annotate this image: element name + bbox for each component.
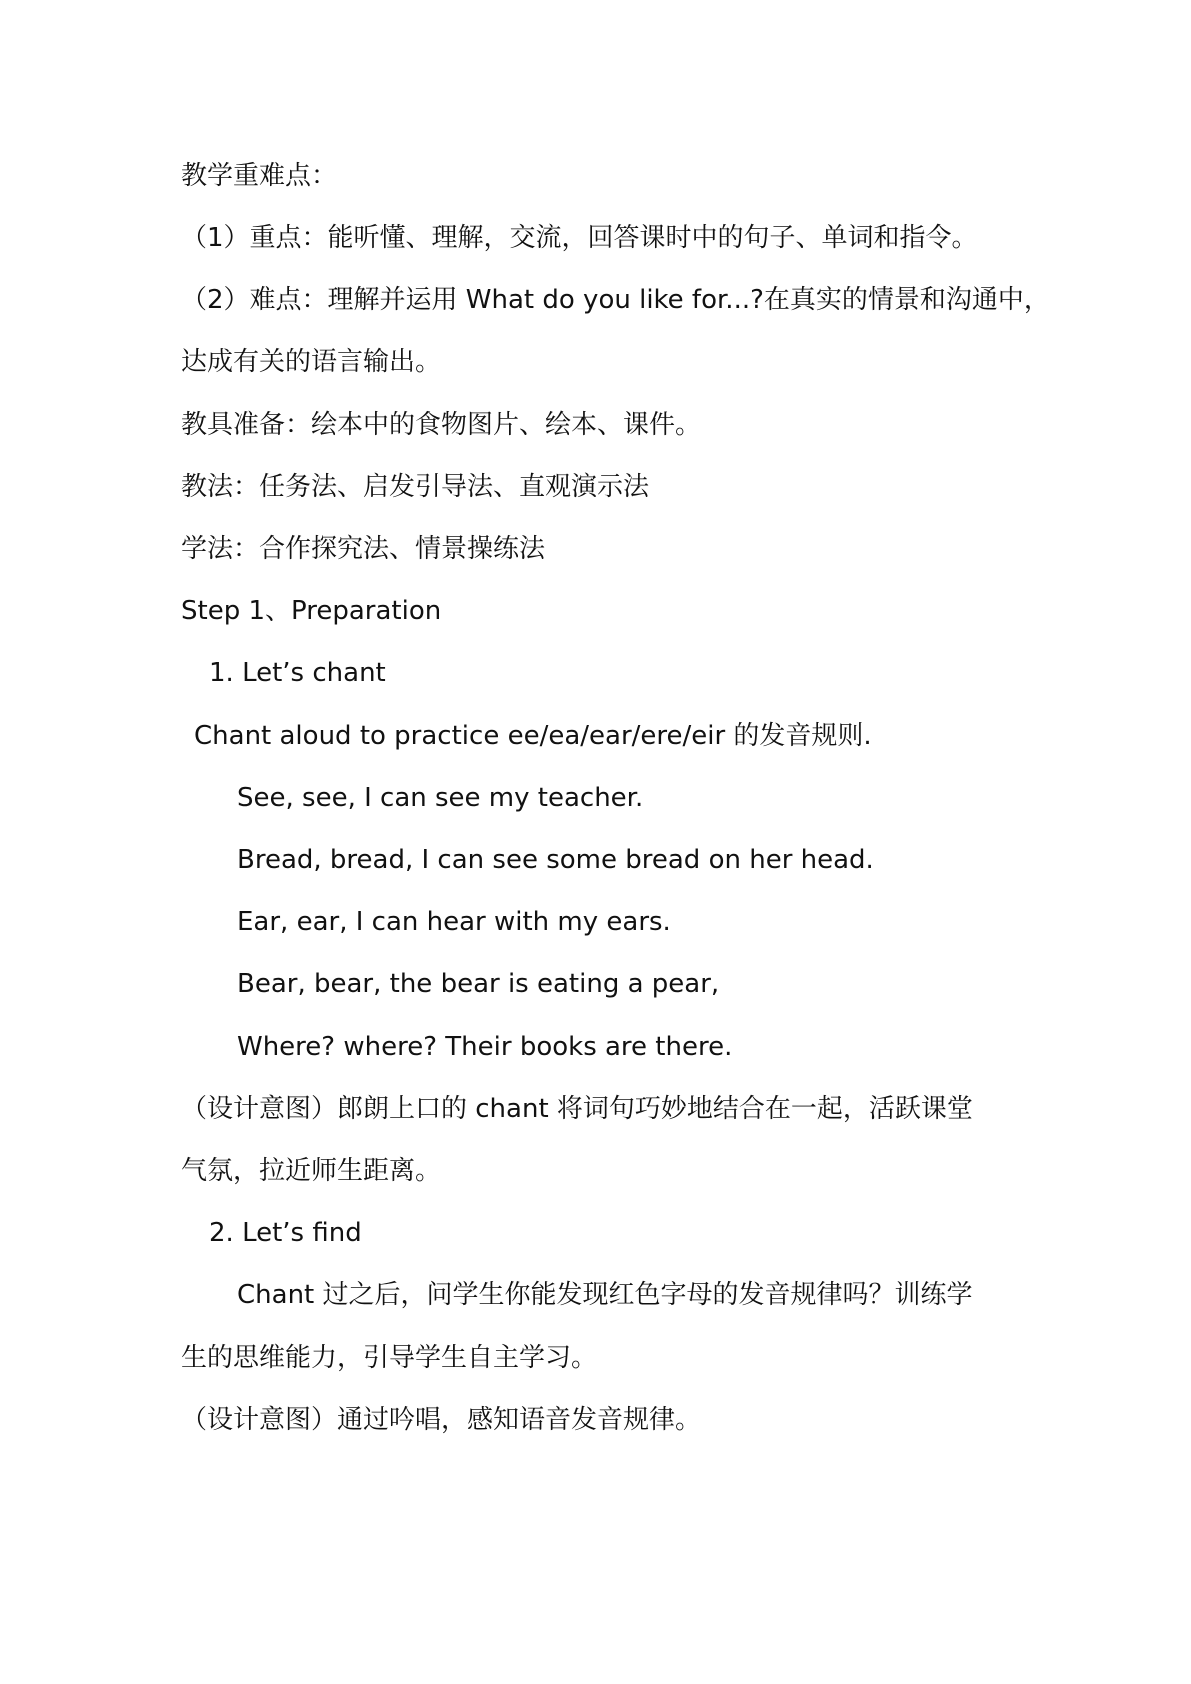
difficult-point-line: （2）难点：理解并运用 What do you like for...?在真实的情景和沟通中， (181, 285, 1050, 315)
key-point-line: （1）重点：能听懂、理解，交流，回答课时中的句子、单词和指令。 (181, 223, 978, 253)
step-heading: Step 1、Preparation (181, 596, 442, 626)
find-paragraph-continuation: 生的思维能力，引导学生自主学习。 (181, 1343, 598, 1373)
design-intent-continuation: 气氛，拉近师生距离。 (181, 1156, 442, 1186)
chant-verse-line: Bread, bread, I can see some bread on her head. (237, 845, 874, 875)
chant-verse-line: Where? where? Their books are there. (237, 1032, 733, 1062)
chant-verse-line: Bear, bear, the bear is eating a pear, (237, 969, 720, 999)
list-item-find: 2. Let’s find (209, 1218, 362, 1248)
find-paragraph-line: Chant 过之后，问学生你能发现红色字母的发音规律吗？训练学 (237, 1280, 973, 1310)
chant-verse-line: See, see, I can see my teacher. (237, 783, 644, 813)
learning-methods-line: 学法：合作探究法、情景操练法 (181, 534, 546, 564)
chant-instruction: Chant aloud to practice ee/ea/ear/ere/eir 的发音规则. (194, 721, 872, 751)
difficult-point-continuation: 达成有关的语言输出。 (181, 347, 442, 377)
teaching-aids-line: 教具准备：绘本中的食物图片、绘本、课件。 (181, 410, 702, 440)
list-item-chant: 1. Let’s chant (209, 658, 386, 688)
chant-verse-line: Ear, ear, I can hear with my ears. (237, 907, 671, 937)
design-intent-line: （设计意图）郎朗上口的 chant 将词句巧妙地结合在一起，活跃课堂 (181, 1094, 973, 1124)
heading-key-points: 教学重难点： (181, 161, 338, 191)
teaching-methods-line: 教法：任务法、启发引导法、直观演示法 (181, 472, 650, 502)
design-intent-line: （设计意图）通过吟唱，感知语音发音规律。 (181, 1405, 702, 1435)
